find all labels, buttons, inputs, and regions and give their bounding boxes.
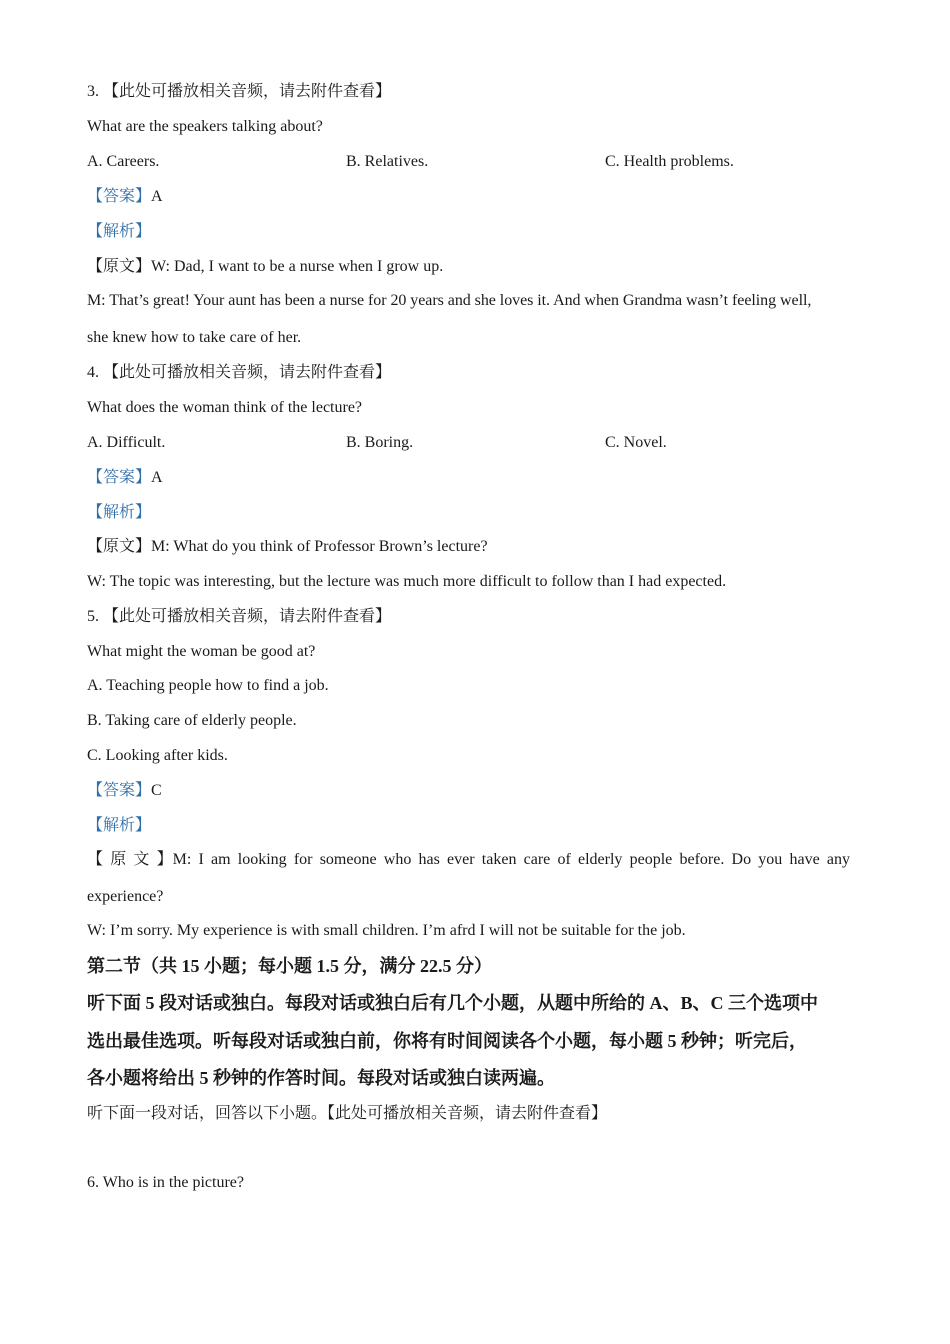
q3-transcript-label: 【原文】 [87, 258, 152, 275]
q3-header [87, 82, 863, 102]
q4-header [87, 363, 863, 383]
section2-listen-note[interactable]: 听下面一段对话，回答以下小题。【此处可播放相关音频，请去附件查看】 [87, 1105, 608, 1122]
q5-transcript-line-1 [87, 850, 863, 870]
q5-answer-value: C [151, 782, 162, 799]
q4-option-c: C. Novel. [605, 434, 667, 451]
q3-number: 3. [87, 83, 99, 100]
q3-answer [87, 187, 863, 207]
q3-transcript-line-3: she knew how to take care of her. [87, 329, 302, 346]
q4-question: What does the woman think of the lecture? [87, 399, 363, 416]
q5-header [87, 607, 863, 627]
q4-number: 4. [87, 364, 99, 381]
q5-option-b: B. Taking care of elderly people. [87, 712, 297, 729]
q3-answer-label: 【答案】 [87, 188, 152, 205]
section2-instruction-1: 听下面 5 段对话或独白。每段对话或独白后有几个小题，从题中所给的 A、B、C 三个选项中 [87, 993, 818, 1013]
q3-option-b: B. Relatives. [346, 153, 429, 170]
q5-transcript-line-3: W: I’m sorry. My experience is with small children. I’m afrd I will not be suitable for the job. [87, 922, 686, 939]
q5-transcript-text-1: M: I am looking for someone who has ever taken care of elderly people before. Do you have any [172, 851, 850, 868]
q5-number: 5. [87, 608, 99, 625]
q4-transcript-line-1 [87, 537, 863, 557]
q4-answer [87, 468, 863, 488]
q4-audio-note[interactable]: 【此处可播放相关音频，请去附件查看】 [103, 364, 392, 381]
q5-answer-label: 【答案】 [87, 782, 152, 799]
q3-option-c: C. Health problems. [605, 153, 734, 170]
q3-analysis-label: 【解析】 [87, 223, 152, 240]
q5-transcript-label: 【 原 文 】 [87, 851, 173, 868]
q5-analysis-label: 【解析】 [87, 817, 152, 834]
q4-option-a: A. Difficult. [87, 434, 166, 451]
q6-question: 6. Who is in the picture? [87, 1174, 244, 1191]
q4-answer-label: 【答案】 [87, 469, 152, 486]
q4-option-b: B. Boring. [346, 434, 414, 451]
section2-title: 第二节（共 15 小题；每小题 1.5 分，满分 22.5 分） [87, 956, 492, 976]
q3-transcript-line-2: M: That’s great! Your aunt has been a nurse for 20 years and she loves it. And when Grandma wasn’t feeling well, [87, 292, 812, 309]
q5-option-c: C. Looking after kids. [87, 747, 228, 764]
q4-transcript-label: 【原文】 [87, 538, 152, 555]
q5-answer [87, 781, 863, 801]
q3-audio-note[interactable]: 【此处可播放相关音频，请去附件查看】 [103, 83, 392, 100]
q3-option-a: A. Careers. [87, 153, 160, 170]
q3-transcript-text-1: W: Dad, I want to be a nurse when I grow up. [151, 258, 444, 275]
section2-instruction-3: 各小题将给出 5 秒钟的作答时间。每段对话或独白读两遍。 [87, 1068, 555, 1088]
q5-option-a: A. Teaching people how to find a job. [87, 677, 329, 694]
q3-question: What are the speakers talking about? [87, 118, 323, 135]
q4-transcript-line-2: W: The topic was interesting, but the lecture was much more difficult to follow than I had expected. [87, 573, 727, 590]
q3-answer-value: A [151, 188, 163, 205]
q3-transcript-line-1 [87, 257, 863, 277]
q5-transcript-line-2: experience? [87, 888, 164, 905]
q4-transcript-text-1: M: What do you think of Professor Brown’s lecture? [151, 538, 488, 555]
q5-question: What might the woman be good at? [87, 643, 316, 660]
q4-analysis-label: 【解析】 [87, 504, 152, 521]
q5-audio-note[interactable]: 【此处可播放相关音频，请去附件查看】 [103, 608, 392, 625]
section2-instruction-2: 选出最佳选项。听每段对话或独白前，你将有时间阅读各个小题，每小题 5 秒钟；听完后， [87, 1031, 807, 1051]
q4-answer-value: A [151, 469, 163, 486]
